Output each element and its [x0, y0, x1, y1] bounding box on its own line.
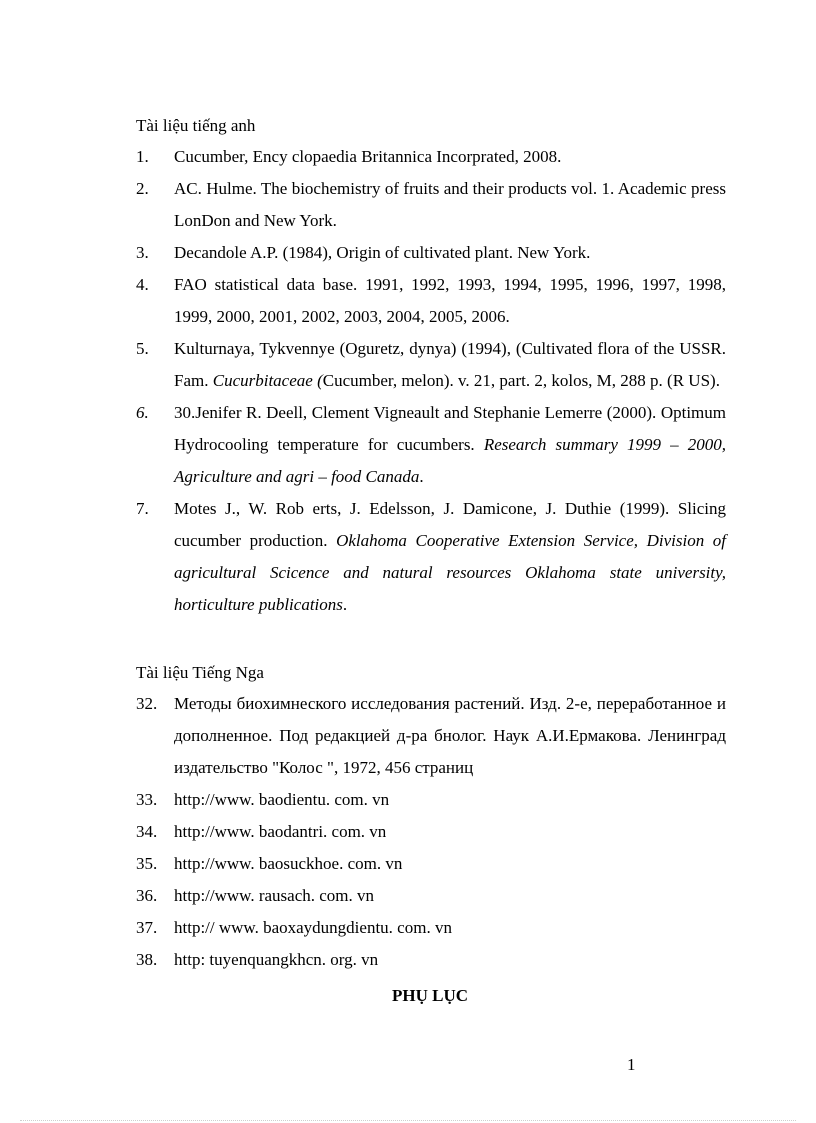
- page-bottom-divider: [20, 1120, 796, 1121]
- reference-number: 6.: [136, 403, 149, 422]
- english-references-list: [136, 141, 726, 621]
- reference-number: 3.: [136, 243, 149, 262]
- reference-text: Motes J., W. Rob erts, J. Edelsson, J. Damicone, J. Duthie (1999). Slicing cucumber production.: [174, 499, 726, 550]
- reference-number: 1.: [136, 147, 149, 166]
- reference-url: http://www. baodientu. com. vn: [174, 790, 390, 809]
- reference-item: [136, 816, 726, 848]
- reference-italic-text: Oklahoma Cooperative Extension Service, Division of agricultural Scicence and natural resources Oklahoma state university, horticulture publications: [174, 531, 726, 614]
- reference-url: http://www. rausach. com. vn: [174, 886, 375, 905]
- reference-italic-text: Research summary 1999 – 2000, Agriculture and agri – food Canada: [174, 435, 727, 486]
- reference-item: [136, 912, 726, 944]
- reference-item: [136, 848, 726, 880]
- reference-number: 7.: [136, 499, 149, 518]
- reference-url: http: tuyenquangkhcn. org. vn: [174, 950, 379, 969]
- reference-text-end: Cucumber, melon). v. 21, part. 2, kolos, M, 288 p. (R US).: [322, 371, 720, 390]
- english-references-heading: Tài liệu tiếng anh: [136, 116, 256, 135]
- reference-number: 5.: [136, 339, 149, 358]
- reference-item: [136, 141, 726, 173]
- reference-url: http:// www. baoxaydungdientu. com. vn: [174, 918, 452, 937]
- reference-text: Decandole A.P. (1984), Origin of cultivated plant. New York.: [174, 243, 591, 262]
- reference-item: [136, 493, 726, 621]
- reference-number: 4.: [136, 275, 149, 294]
- reference-item: [136, 784, 726, 816]
- russian-references-heading: Tài liệu Tiếng Nga: [136, 663, 264, 682]
- page-number: 1: [627, 1055, 636, 1074]
- reference-text: Cucumber, Ency clopaedia Britannica Incorprated, 2008.: [174, 147, 562, 166]
- reference-item: [136, 944, 726, 976]
- russian-references-list: [136, 688, 726, 976]
- reference-text: AC. Hulme. The biochemistry of fruits and their products vol. 1. Academic press LonDon and New York.: [174, 179, 726, 230]
- reference-number: 33.: [136, 790, 158, 809]
- reference-url: http://www. baosuckhoe. com. vn: [174, 854, 403, 873]
- reference-item: [136, 397, 726, 493]
- reference-number: 37.: [136, 918, 158, 937]
- reference-number: 34.: [136, 822, 158, 841]
- reference-text: FAO statistical data base. 1991, 1992, 1993, 1994, 1995, 1996, 1997, 1998, 1999, 2000, 2001, 2002, 2003, 2004, 2005, 2006.: [174, 275, 726, 326]
- reference-item: [136, 269, 726, 333]
- reference-text: Kulturnaya, Tykvennye (Oguretz, dynya) (1994), (Cultivated flora of the USSR. Fam.: [174, 339, 726, 390]
- reference-url: http://www. baodantri. com. vn: [174, 822, 387, 841]
- reference-italic-text: Cucurbitaceae (: [212, 371, 323, 390]
- reference-text-end: .: [419, 467, 424, 486]
- reference-text-end: .: [342, 595, 348, 614]
- reference-number: 32.: [136, 694, 158, 713]
- reference-item: [136, 173, 726, 237]
- reference-number: 36.: [136, 886, 158, 905]
- reference-number: 35.: [136, 854, 158, 873]
- reference-text: 30.Jenifer R. Deell, Clement Vigneault and Stephanie Lemerre (2000). Optimum Hydrocooling temperature for cucumbers.: [174, 403, 726, 454]
- reference-item: [136, 237, 726, 269]
- reference-number: 2.: [136, 179, 149, 198]
- reference-item: [136, 333, 726, 397]
- reference-item: [136, 688, 726, 784]
- reference-item: [136, 880, 726, 912]
- appendix-title: PHỤ LỤC: [391, 986, 469, 1005]
- reference-text: Методы биохимнеского исследования растений. Изд. 2-е, переработанное и дополненное. Под редакцией д-ра бнолог. Наук А.И.Ермакова. Ленинград издательство "Колос ", 1972, 456 страниц: [174, 694, 726, 777]
- reference-number: 38.: [136, 950, 158, 969]
